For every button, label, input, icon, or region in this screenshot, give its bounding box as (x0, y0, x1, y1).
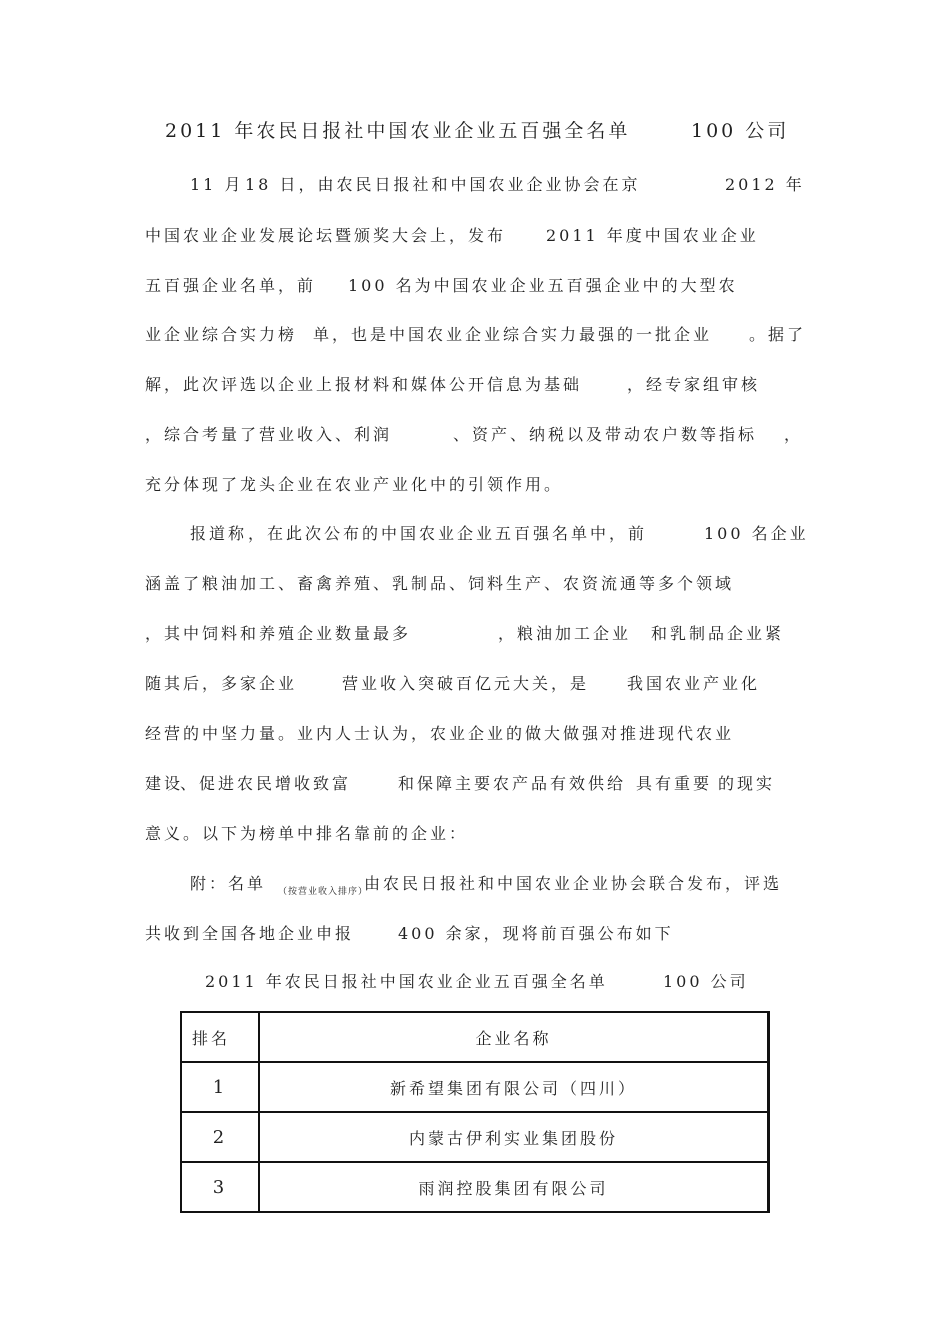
text-line: 、促进农民增收致富 (180, 774, 352, 793)
text-line: 五百强企业名单，前 (145, 276, 317, 295)
text-line: 18 日，由农民日报社和中国农业企业协会在京 (245, 175, 641, 194)
text-line: ， (784, 425, 804, 444)
text-line: 2011 年度中国农业企业 (546, 226, 759, 245)
text-line: 共收到全国各地企业申报 (145, 924, 355, 943)
text-line: 业企业综合实力榜 (145, 325, 298, 344)
text-line: 由农民日报社和中国农业企业协会联合发布，评选 (364, 874, 783, 893)
text-line: 单，也是中国农业企业综合实力最强的一批企业 (313, 325, 713, 344)
text-line: 解，此次评选以企业上报材料和媒体公开信息为基础 (145, 375, 583, 394)
rank-cell: 1 (181, 1062, 259, 1112)
text-line: 400 余家，现将前百强公布如下 (398, 924, 674, 943)
text-line: 涵盖了粮油加工、畜禽养殖、乳制品、饲料生产、农资流通等多个领域 (145, 574, 735, 593)
text-line: ，粮油加工企业 (498, 624, 632, 643)
text-line: 充分体现了龙头企业在农业产业化中的引领作用。 (145, 475, 564, 494)
rank-cell: 2 (181, 1112, 259, 1162)
text-line: 、资产、纳税以及带动农户数等指标 (453, 425, 758, 444)
company-cell: 内蒙古伊利实业集团股份 (259, 1112, 769, 1162)
text-line: 意义。以下为榜单中排名靠前的企业： (145, 824, 469, 843)
text-line: ，其中饲料和养殖企业数量最多 (145, 624, 412, 643)
text-line: ，经专家组审核 (627, 375, 761, 394)
text-line: ，综合考量了营业收入、利润 (145, 425, 393, 444)
text-line: 附：名单 (190, 874, 267, 893)
doc-title-count: 100 公司 (691, 120, 790, 142)
company-cell: 雨润控股集团有限公司 (259, 1162, 769, 1212)
small-note: （按营业收入排序） (278, 887, 369, 897)
company-cell: 新希望集团有限公司（四川） (259, 1062, 769, 1112)
text-line: 报道称 (190, 524, 248, 543)
table-caption: 2011 年农民日报社中国农业企业五百强全名单 (205, 972, 608, 991)
header-company: 企业名称 (259, 1012, 769, 1062)
doc-title: 2011 年农民日报社中国农业企业五百强全名单 (165, 120, 631, 142)
table-row (181, 1162, 769, 1212)
text-line: 经营的中坚力量。业内人士认为，农业企业的做大做强对推进现代农业 (145, 724, 735, 743)
table-caption-count: 100 公司 (663, 972, 749, 991)
table-row (181, 1062, 769, 1112)
ranking-table (180, 1011, 770, 1213)
text-line: 建设 (145, 774, 184, 793)
text-line: 随其后，多家企业 (145, 674, 298, 693)
text-line: 我国农业产业化 (627, 674, 761, 693)
text-line: 100 名企业 (704, 524, 809, 543)
text-line: 中国农业企业发展论坛暨颁奖大会上，发布 (145, 226, 507, 245)
text-line: 。据了 (749, 325, 807, 344)
table-row (181, 1112, 769, 1162)
rank-cell: 3 (181, 1162, 259, 1212)
text-line: 的现实 (718, 774, 776, 793)
text-line: 100 名为中国农业企业五百强企业中的大型农 (348, 276, 738, 295)
text-line: 具有重要 (636, 774, 713, 793)
text-line: 11 月 (190, 175, 244, 194)
text-line: ，在此次公布的中国农业企业五百强名单中，前 (248, 524, 648, 543)
text-line: 和乳制品企业紧 (651, 624, 785, 643)
text-line: 和保障主要农产品有效供给 (398, 774, 627, 793)
text-line: 营业收入突破百亿元大关，是 (342, 674, 590, 693)
text-line: 2012 年 (725, 175, 805, 194)
table-header-row (181, 1012, 769, 1062)
header-rank: 排名 (181, 1012, 259, 1062)
